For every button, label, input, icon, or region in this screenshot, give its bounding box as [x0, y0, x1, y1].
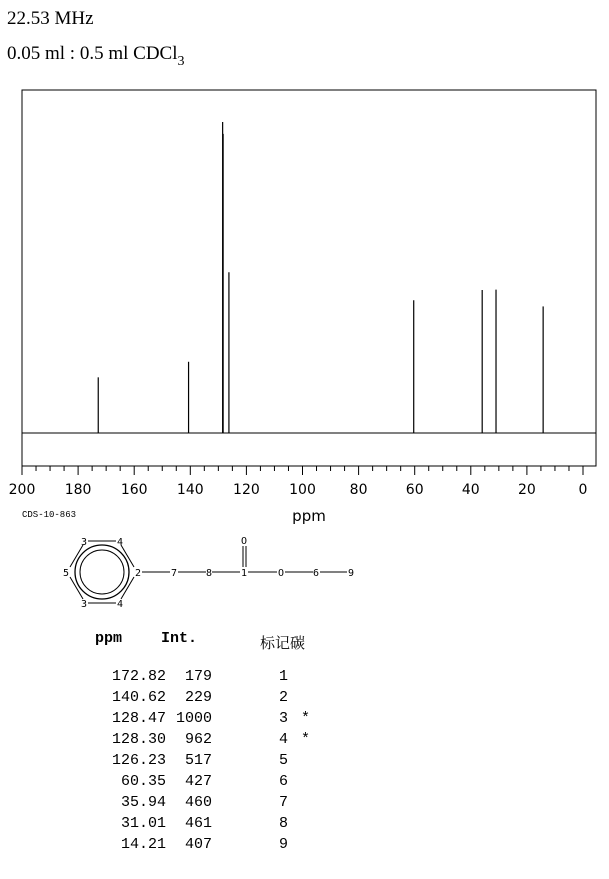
column-header-ppm: ppm	[95, 630, 123, 647]
solvent-subscript: 3	[177, 54, 185, 69]
carbonyl-oxygen-label: O	[240, 536, 248, 547]
cell-carbon-label: 9	[278, 836, 288, 853]
cell-star: *	[301, 731, 311, 748]
column-header-intensity: Int.	[161, 630, 198, 647]
cell-ppm: 128.47	[111, 710, 166, 727]
cell-intensity: 407	[184, 836, 212, 853]
ring-atom-label: 3	[80, 537, 88, 548]
x-tick-label: 140	[176, 482, 204, 498]
cell-intensity: 1000	[175, 710, 212, 727]
ring-atom-label: 4	[116, 599, 124, 610]
chain-atom-label: 1	[240, 568, 248, 579]
chain-atom-label: O	[277, 568, 285, 579]
benzene-ring	[75, 545, 129, 599]
ring-atom-label: 4	[116, 537, 124, 548]
cell-ppm: 172.82	[111, 668, 166, 685]
cell-ppm: 140.62	[111, 689, 166, 706]
x-tick-label: 80	[349, 482, 368, 498]
ring-atom-label: 2	[134, 568, 142, 579]
x-tick-label: 200	[8, 482, 36, 498]
cell-carbon-label: 4	[278, 731, 288, 748]
ring-atom-label: 5	[62, 568, 70, 579]
cell-intensity: 179	[184, 668, 212, 685]
chain-atom-label: 9	[347, 568, 355, 579]
x-tick-label: 60	[405, 482, 424, 498]
cell-intensity: 461	[184, 815, 212, 832]
cell-intensity: 460	[184, 794, 212, 811]
compound-code: CDS-10-863	[22, 510, 77, 520]
cell-carbon-label: 2	[278, 689, 288, 706]
x-tick-label: 100	[289, 482, 316, 498]
cell-carbon-label: 3	[278, 710, 288, 727]
cell-intensity: 517	[184, 752, 212, 769]
cell-ppm: 60.35	[120, 773, 166, 790]
cell-ppm: 128.30	[111, 731, 166, 748]
cell-star: *	[301, 710, 311, 727]
x-tick-label: 0	[578, 482, 588, 498]
cell-ppm: 126.23	[111, 752, 166, 769]
chain-atom-label: 8	[205, 568, 213, 579]
cell-carbon-label: 7	[278, 794, 288, 811]
x-tick-label: 40	[461, 482, 480, 498]
cell-carbon-label: 6	[278, 773, 288, 790]
solvent-text: 0.05 ml : 0.5 ml CDCl	[7, 43, 178, 64]
chain-atom-label: 6	[312, 568, 320, 579]
cell-ppm: 14.21	[120, 836, 166, 853]
cell-carbon-label: 1	[278, 668, 288, 685]
x-tick-label: 120	[233, 482, 260, 498]
frequency-label: 22.53 MHz	[7, 8, 94, 29]
chain-atom-label: 7	[170, 568, 178, 579]
x-tick-label: 180	[64, 482, 92, 498]
cell-carbon-label: 5	[278, 752, 288, 769]
benzene-inner-ring	[80, 550, 124, 594]
cell-carbon-label: 8	[278, 815, 288, 832]
cell-ppm: 31.01	[120, 815, 166, 832]
cell-ppm: 35.94	[120, 794, 166, 811]
cell-intensity: 427	[184, 773, 212, 790]
x-tick-label: 160	[120, 482, 148, 498]
x-axis-label: ppm	[292, 507, 326, 525]
ring-atom-label: 3	[80, 599, 88, 610]
column-header-label: 标记碳	[260, 634, 306, 652]
cell-intensity: 229	[184, 689, 212, 706]
x-tick-label: 20	[517, 482, 536, 498]
cell-intensity: 962	[184, 731, 212, 748]
